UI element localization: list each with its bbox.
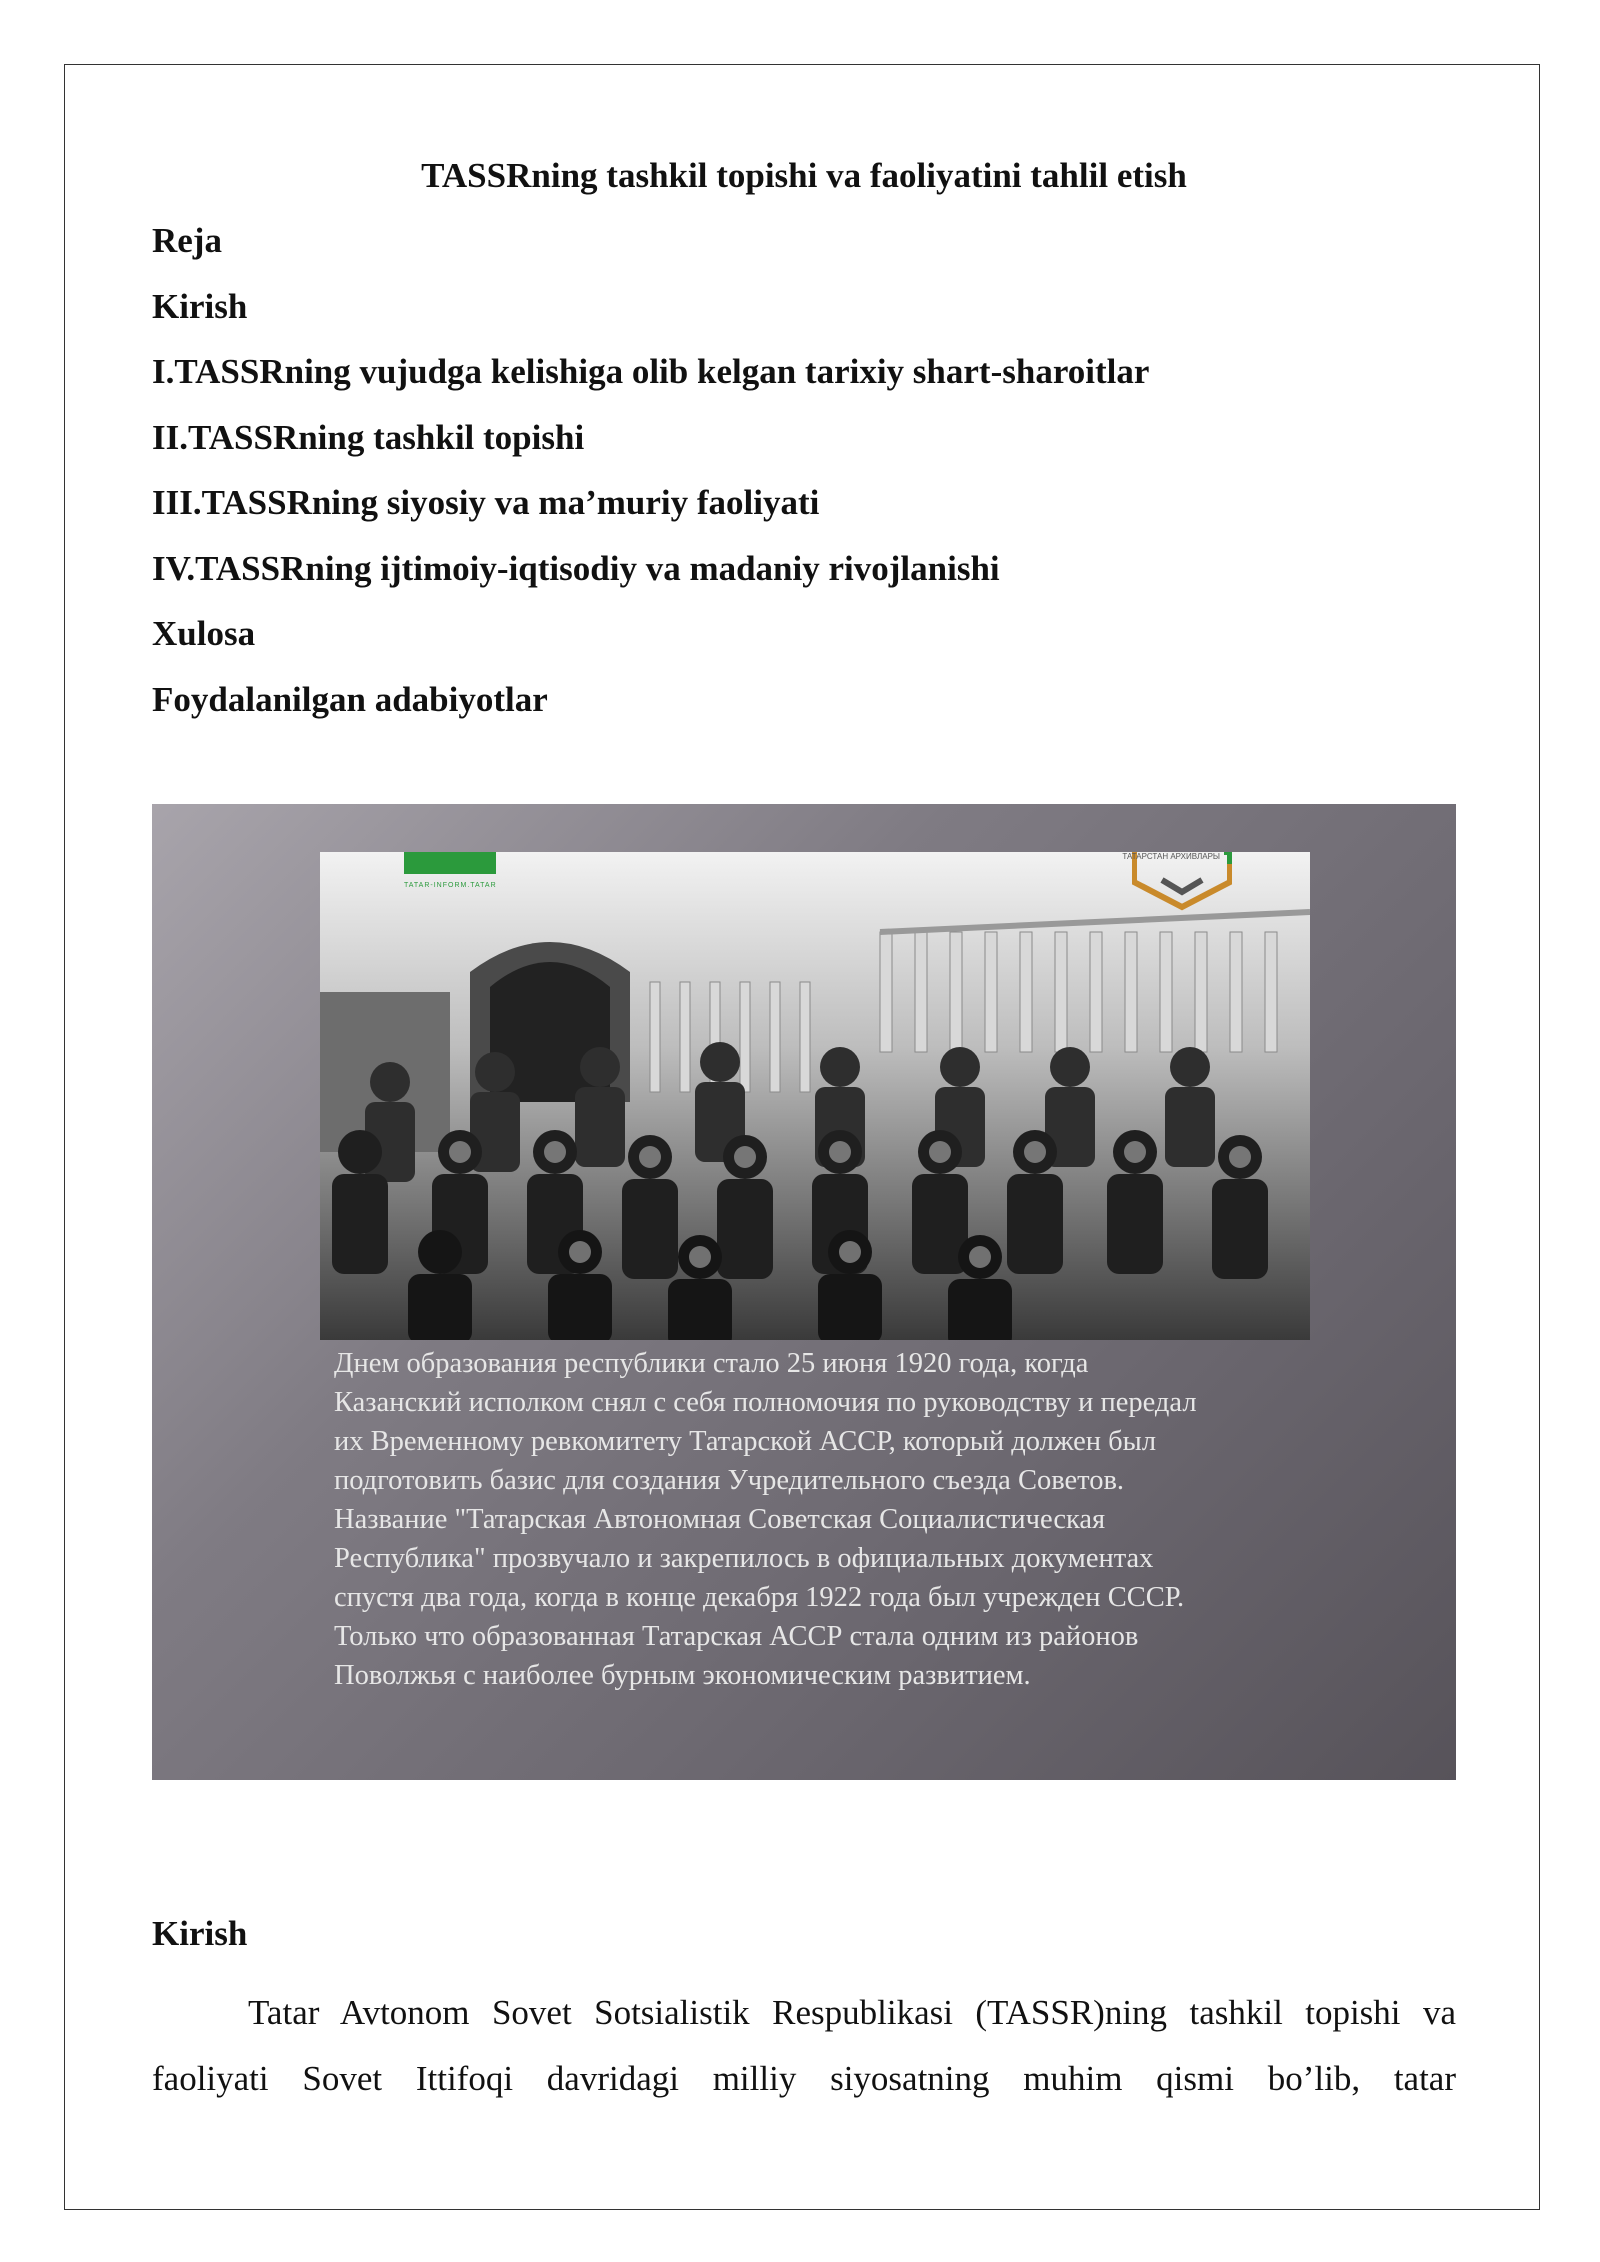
toc-item: IV.TASSRning ijtimoiy-iqtisodiy va madaniy rivojlanishi xyxy=(152,548,1000,588)
slide-caption xyxy=(334,1344,1314,1695)
section-heading: Kirish xyxy=(152,1914,248,1953)
caption-line: их Временному ревкомитету Татарской АССР, который должен был xyxy=(334,1426,1157,1457)
archive-logo-text: ТАТАРСТАН АРХИВЛАРЫ xyxy=(1122,852,1220,861)
body-paragraph: Tatar Avtonom Sovet Sotsialistik Respublikasi (TASSR)ning tashkil topishi va faoliyati Sovet Ittifoqi davridagi milliy siyosatning muhim qismi bo’lib, tatar xyxy=(152,1993,1456,2098)
caption-line: спустя два года, когда в конце декабря 1922 года был учрежден СССР. xyxy=(334,1582,1185,1613)
caption-line: Название "Татарская Автономная Советская Социалистическая xyxy=(334,1504,1106,1535)
tatar-inform-logo-text: TATAR-INFORM.TATAR xyxy=(404,882,497,889)
toc-item: I.TASSRning vujudga kelishiga olib kelgan tarixiy shart-sharoitlar xyxy=(152,352,1150,391)
tatar-inform-logo xyxy=(404,852,496,874)
caption-line: Днем образования республики стало 25 июня 1920 года, когда xyxy=(334,1348,1089,1379)
historical-group-photo xyxy=(320,852,1310,1340)
toc-item: Xulosa xyxy=(152,614,256,653)
table-of-contents xyxy=(152,208,1456,732)
caption-line: Только что образованная Татарская АССР стала одним из районов xyxy=(334,1621,1139,1652)
toc-item: III.TASSRning siyosiy va ma’muriy faoliyati xyxy=(152,483,820,522)
document-content xyxy=(152,150,1456,732)
caption-line: подготовить базис для создания Учредительного съезда Советов. xyxy=(334,1465,1125,1496)
toc-item: Foydalanilgan adabiyotlar xyxy=(152,679,548,719)
toc-item: II.TASSRning tashkil topishi xyxy=(152,417,585,457)
document-title: TASSRning tashkil topishi va faoliyatini tahlil etish xyxy=(421,156,1187,195)
photo-illustration xyxy=(320,852,1310,1340)
caption-line: Республика" прозвучало и закрепилось в официальных документах xyxy=(334,1543,1154,1574)
slide-image xyxy=(152,804,1456,1780)
caption-line: Поволжья с наиболее бурным экономическим развитием. xyxy=(334,1660,1031,1691)
toc-item: Kirish xyxy=(152,286,248,326)
toc-item: Reja xyxy=(152,221,222,260)
caption-line: Казанский исполком снял с себя полномочия по руководству и передал xyxy=(334,1387,1197,1418)
